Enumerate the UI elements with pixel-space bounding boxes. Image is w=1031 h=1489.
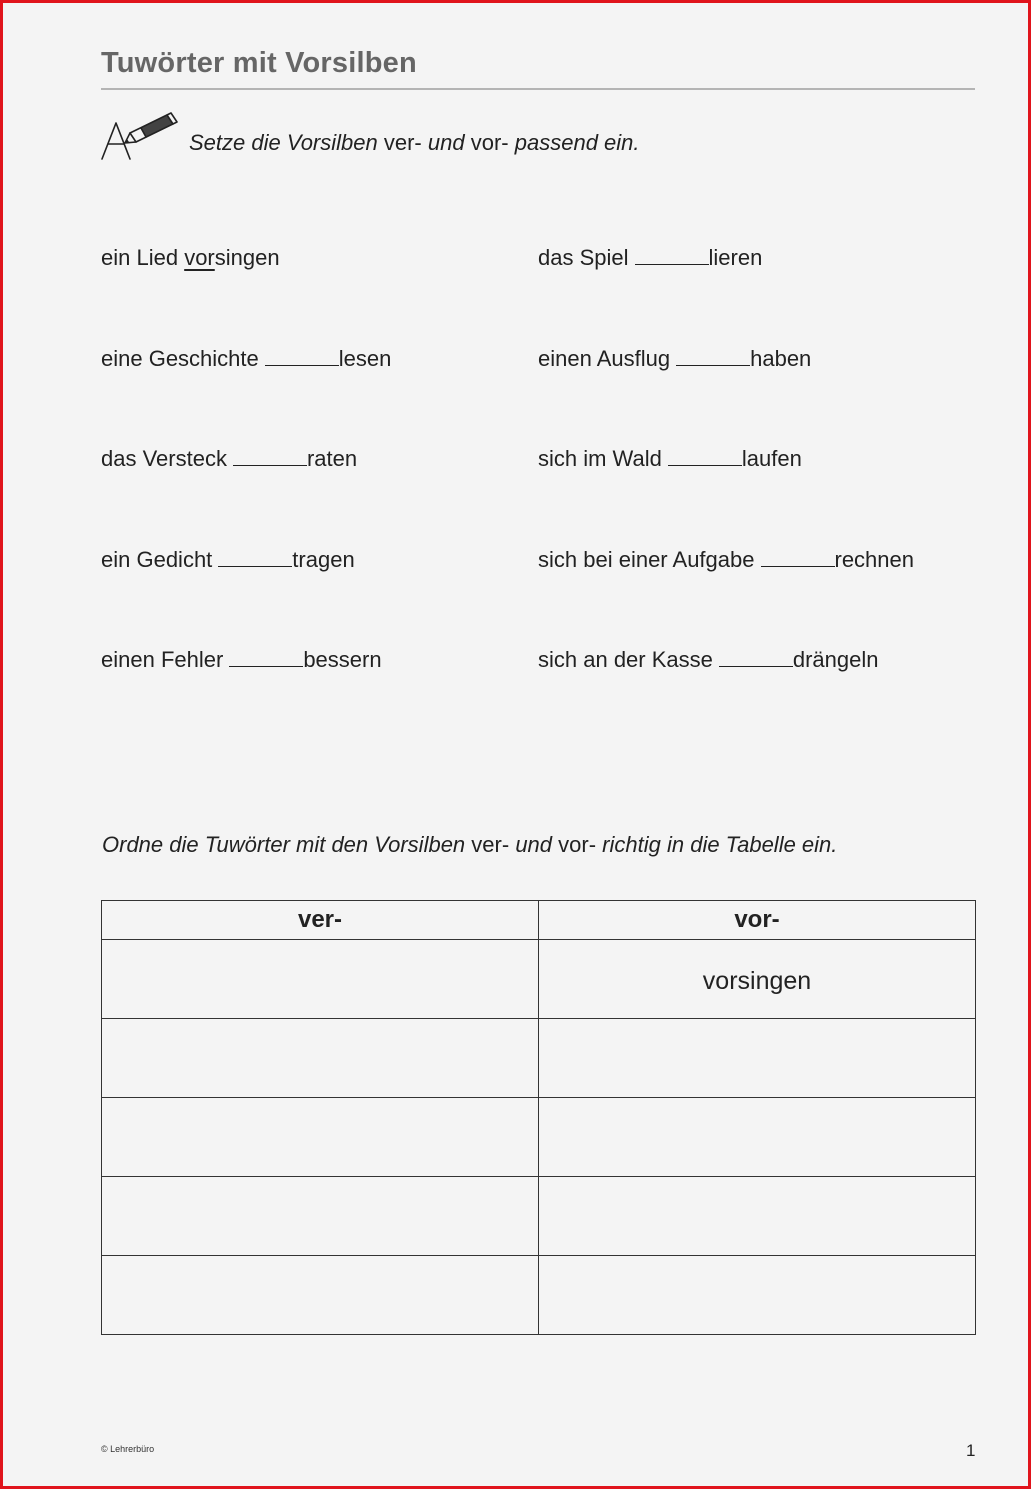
prefix-vor: vor- <box>470 130 509 155</box>
table-cell-vor[interactable] <box>539 940 976 1019</box>
exercise-word-stem: singen <box>214 245 280 270</box>
exercise-word-stem: lesen <box>338 346 392 371</box>
column-header-vor: vor- <box>539 901 976 940</box>
table-cell-ver[interactable] <box>102 1098 539 1177</box>
instruction-text: richtig in die Tabelle ein. <box>602 832 838 857</box>
example-prefix: vor <box>184 245 215 270</box>
exercise-word-stem: drängeln <box>792 647 879 672</box>
exercise-item <box>101 446 357 472</box>
exercise-word-stem: lieren <box>708 245 763 270</box>
fill-in-blank[interactable] <box>233 464 307 466</box>
instruction-text: Setze die Vorsilben <box>189 130 378 155</box>
exercise-phrase: das Spiel <box>538 245 629 270</box>
cell-text <box>102 1019 538 1046</box>
prefix-vor: vor- <box>558 832 597 857</box>
instruction-text: Ordne die Tuwörter mit den Vorsilben <box>102 832 466 857</box>
exercise-phrase: das Versteck <box>101 446 227 471</box>
table-cell-ver[interactable] <box>102 1256 539 1335</box>
table-cell-vor[interactable] <box>539 1177 976 1256</box>
exercise-phrase: sich an der Kasse <box>538 647 713 672</box>
table-cell-ver[interactable] <box>102 1019 539 1098</box>
exercise-word-stem: bessern <box>303 647 382 672</box>
pencil-writing-icon <box>99 109 181 165</box>
table-header-row <box>102 901 976 940</box>
exercise-phrase: einen Fehler <box>101 647 224 672</box>
exercise-item <box>101 346 391 372</box>
exercise-phrase: sich im Wald <box>538 446 662 471</box>
table-cell-vor[interactable] <box>539 1019 976 1098</box>
cell-text <box>102 940 538 967</box>
fill-in-blank[interactable] <box>719 665 793 667</box>
table-cell-ver[interactable] <box>102 940 539 1019</box>
instruction-fill-in <box>189 130 640 156</box>
cell-text: vorsingen <box>702 967 812 995</box>
instruction-text: und <box>427 130 465 155</box>
fill-in-blank[interactable] <box>265 364 339 366</box>
exercise-item <box>538 245 762 271</box>
table-cell-vor[interactable] <box>539 1098 976 1177</box>
column-header-ver: ver- <box>102 901 539 940</box>
table-row <box>102 940 976 1019</box>
fill-in-blank[interactable] <box>229 665 303 667</box>
prefix-ver: ver- <box>471 832 510 857</box>
prefix-ver: ver- <box>383 130 422 155</box>
exercise-item <box>101 547 355 573</box>
cell-text <box>102 1177 538 1204</box>
page-title: Tuwörter mit Vorsilben <box>101 47 417 79</box>
table-cell-vor[interactable] <box>539 1256 976 1335</box>
fill-in-blank[interactable] <box>761 565 835 567</box>
copyright-notice: © Lehrerbüro <box>101 1444 155 1454</box>
fill-in-blank[interactable] <box>668 464 742 466</box>
cell-text <box>102 1098 538 1125</box>
exercise-phrase: sich bei einer Aufgabe <box>538 547 755 572</box>
exercise-word-stem: laufen <box>741 446 802 471</box>
fill-in-blank[interactable] <box>218 565 292 567</box>
sorting-table <box>101 900 976 1335</box>
exercise-item <box>538 446 802 472</box>
table-row <box>102 1256 976 1335</box>
exercise-item <box>101 647 382 673</box>
exercise-word-stem: raten <box>306 446 358 471</box>
fill-in-blank[interactable] <box>676 364 750 366</box>
instruction-text: und <box>515 832 553 857</box>
exercise-item <box>538 346 811 372</box>
exercise-phrase: eine Geschichte <box>101 346 259 371</box>
table-row <box>102 1177 976 1256</box>
cell-text <box>539 1177 975 1204</box>
table-row <box>102 1019 976 1098</box>
table-cell-ver[interactable] <box>102 1177 539 1256</box>
fill-in-blank[interactable] <box>635 263 709 265</box>
exercise-item <box>538 547 914 573</box>
exercise-word-stem: tragen <box>292 547 355 572</box>
exercise-item <box>538 647 879 673</box>
exercise-phrase: einen Ausflug <box>538 346 671 371</box>
exercise-word-stem: haben <box>750 346 812 371</box>
exercise-item <box>101 245 280 271</box>
exercise-word-stem: rechnen <box>834 547 915 572</box>
exercise-phrase: ein Gedicht <box>101 547 213 572</box>
page-number: 1 <box>966 1441 976 1460</box>
cell-text <box>539 1019 975 1046</box>
cell-text <box>539 1098 975 1125</box>
title-divider <box>101 88 975 90</box>
exercise-phrase: ein Lied <box>101 245 185 270</box>
cell-text <box>539 1256 975 1283</box>
instruction-text: passend ein. <box>514 130 640 155</box>
table-row <box>102 1098 976 1177</box>
instruction-sort <box>102 832 837 858</box>
cell-text <box>102 1256 538 1283</box>
